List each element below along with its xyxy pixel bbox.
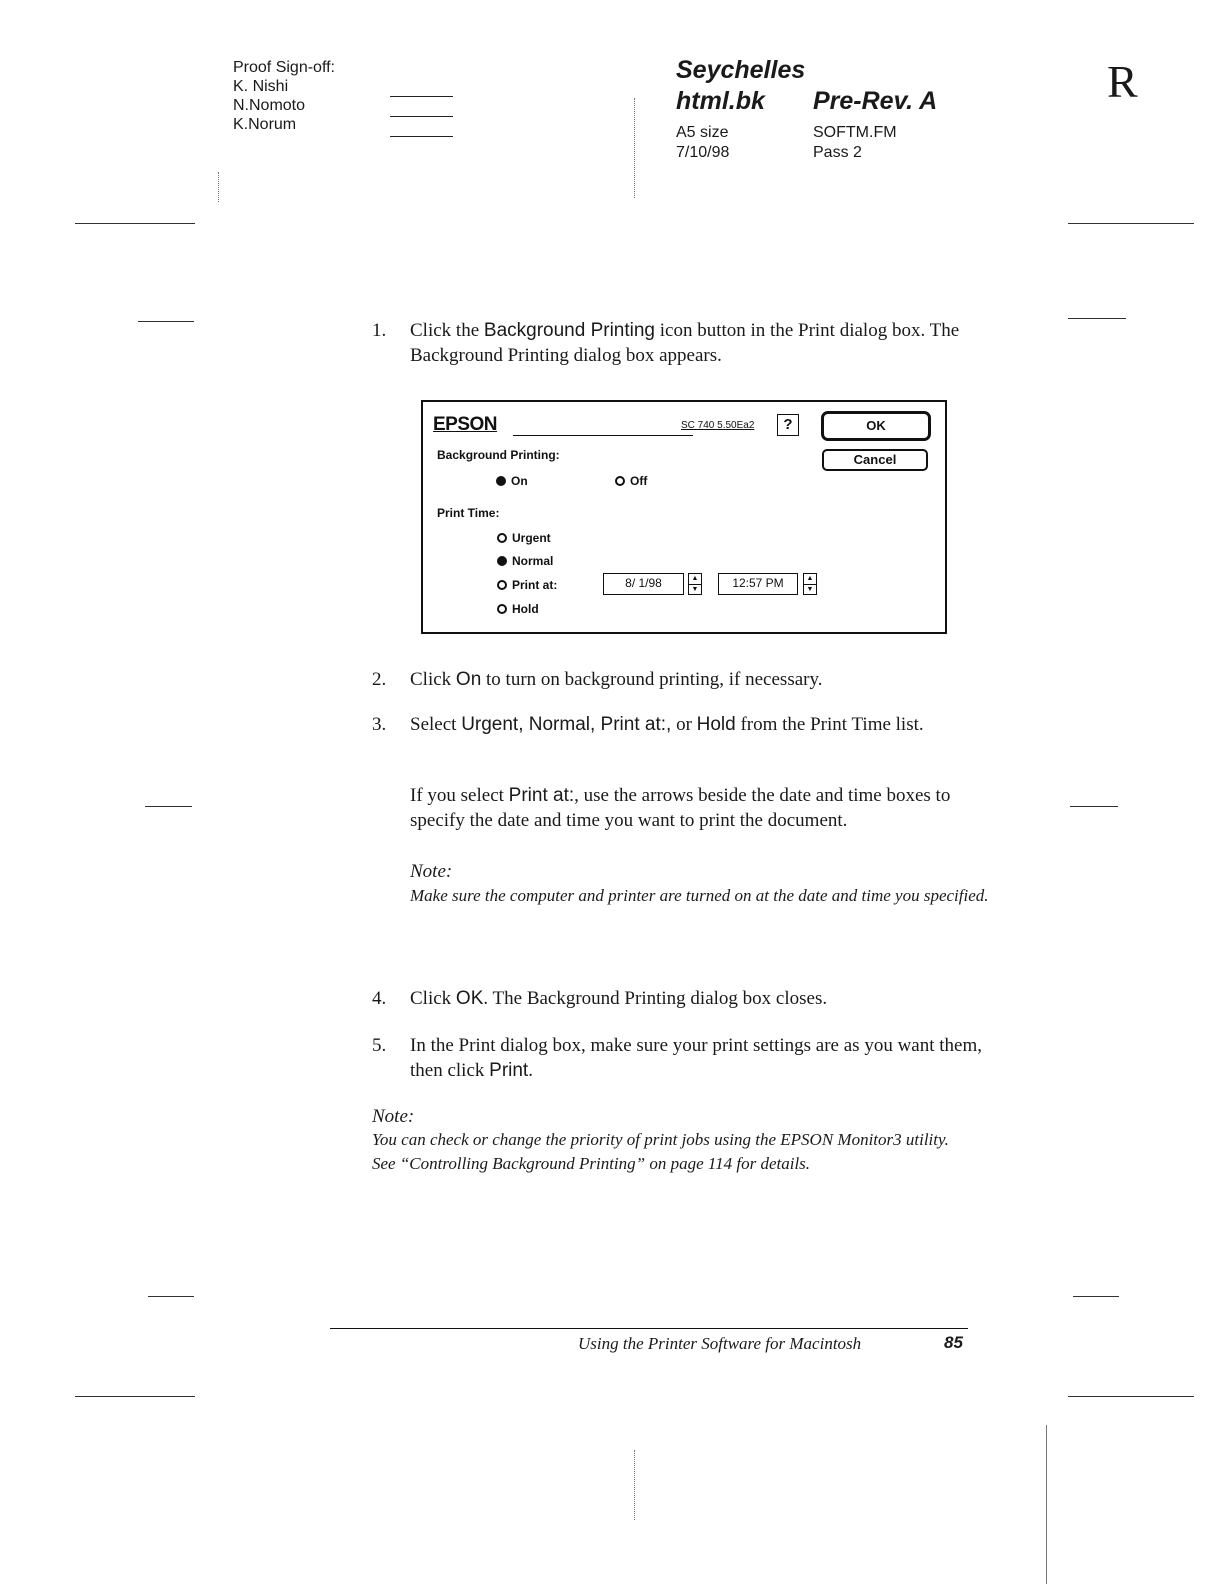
arrow-down-icon[interactable]: ▼ (804, 584, 816, 595)
step-item (372, 712, 992, 737)
radio-print-at[interactable]: Print at: (497, 578, 557, 592)
ok-button[interactable]: OK (821, 411, 931, 441)
note-body: You can check or change the priority of print jobs using the EPSON Monitor3 utility. See “Controlling Background Printing” on page 114 for details. (372, 1130, 949, 1173)
step-detail: If you select Print at:, use the arrows beside the date and time boxes to specify the date and time you want to print the document. (410, 785, 951, 831)
print-time-label: Print Time: (437, 506, 500, 520)
radio-selected-icon (497, 556, 507, 566)
proof-signoff (233, 58, 335, 134)
crop-mark (1068, 318, 1126, 319)
signer-name: K.Norum (233, 116, 297, 133)
radio-normal[interactable]: Normal (497, 554, 553, 568)
dotted-guide (634, 1450, 635, 1520)
revision-label: Pre-Rev. A (813, 87, 938, 115)
note-block (410, 859, 990, 908)
book-title: Seychelles (676, 56, 806, 84)
crop-mark (148, 1296, 194, 1297)
paper-size: A5 size (676, 124, 729, 141)
margin-guide (1046, 1425, 1047, 1584)
help-icon[interactable]: ? (777, 414, 799, 436)
source-file: SOFTM.FM (813, 124, 897, 141)
ui-term: Print at: (508, 785, 575, 806)
radio-hold[interactable]: Hold (497, 602, 539, 616)
date-field[interactable]: 8/ 1/98 (603, 573, 684, 595)
arrow-down-icon[interactable]: ▼ (689, 584, 701, 595)
ui-term: Hold (696, 714, 736, 735)
radio-unselected-icon (497, 533, 507, 543)
time-stepper[interactable] (803, 573, 817, 595)
radio-background-off[interactable]: Off (615, 474, 647, 488)
crop-mark (1068, 1396, 1194, 1397)
pass-label: Pass 2 (813, 144, 862, 161)
ui-term: Print (489, 1060, 529, 1081)
crop-mark (1070, 806, 1118, 807)
arrow-up-icon[interactable]: ▲ (691, 575, 699, 582)
dotted-guide (634, 98, 635, 198)
signer-name: N.Nomoto (233, 97, 306, 114)
ui-term: Urgent, Normal, Print at:, (461, 714, 672, 735)
note-heading: Note: (372, 1106, 415, 1127)
driver-version: SC 740 5.50Ea2 (681, 420, 755, 431)
note-body: Make sure the computer and printer are turned on at the date and time you specified. (410, 886, 989, 905)
step-item (372, 667, 992, 692)
step-text: Click OK. The Background Printing dialog box closes. (410, 988, 828, 1009)
step-number: 2. (372, 669, 387, 690)
page-number: 85 (944, 1333, 963, 1352)
step-item (372, 1033, 992, 1083)
step-number: 5. (372, 1035, 387, 1056)
arrow-up-icon[interactable]: ▲ (806, 575, 814, 582)
radio-background-on[interactable]: On (496, 474, 528, 488)
crop-mark (1068, 223, 1194, 224)
note-block (372, 1106, 972, 1176)
footer-section-title: Using the Printer Software for Macintosh (578, 1334, 862, 1353)
doc-date: 7/10/98 (676, 144, 730, 161)
footer-rule (330, 1328, 968, 1329)
cancel-button[interactable]: Cancel (822, 449, 928, 471)
ui-term: On (455, 669, 482, 690)
signer-name: K. Nishi (233, 78, 289, 95)
background-printing-dialog (421, 400, 947, 634)
step-number: 4. (372, 988, 387, 1009)
radio-unselected-icon (497, 604, 507, 614)
epson-logo: EPSON (433, 414, 498, 435)
date-stepper[interactable] (688, 573, 702, 595)
step-text: Select Urgent, Normal, Print at:, or Hold from the Print Time list. (410, 714, 924, 735)
crop-mark (1073, 1296, 1119, 1297)
note-heading: Note: (410, 861, 453, 882)
crop-mark (75, 223, 195, 224)
dotted-guide (218, 172, 219, 202)
step-item (372, 318, 992, 368)
signature-line (390, 136, 453, 137)
book-file: html.bk (676, 87, 765, 115)
ui-term: Background Printing (483, 320, 655, 341)
crop-mark (145, 806, 192, 807)
step-number: 1. (372, 320, 387, 341)
step-number: 3. (372, 714, 387, 735)
radio-unselected-icon (615, 476, 625, 486)
step-text: Click the Background Printing icon button in the Print dialog box. The Background Printing dialog box appears. (410, 320, 960, 366)
signature-line (390, 116, 453, 117)
signature-line (390, 96, 453, 97)
crop-mark (75, 1396, 195, 1397)
proof-title: Proof Sign-off: (233, 59, 335, 76)
crop-mark (138, 321, 194, 322)
title-rule (513, 435, 693, 436)
radio-selected-icon (496, 476, 506, 486)
background-printing-label: Background Printing: (437, 448, 560, 462)
radio-urgent[interactable]: Urgent (497, 531, 551, 545)
corner-mark: R (1107, 56, 1138, 107)
step-text: In the Print dialog box, make sure your print settings are as you want them, then click Print. (410, 1035, 982, 1081)
step-item (372, 986, 992, 1011)
time-field[interactable]: 12:57 PM (718, 573, 798, 595)
ui-term: OK (455, 988, 484, 1009)
step-text: Click On to turn on background printing, if necessary. (410, 669, 823, 690)
radio-unselected-icon (497, 580, 507, 590)
